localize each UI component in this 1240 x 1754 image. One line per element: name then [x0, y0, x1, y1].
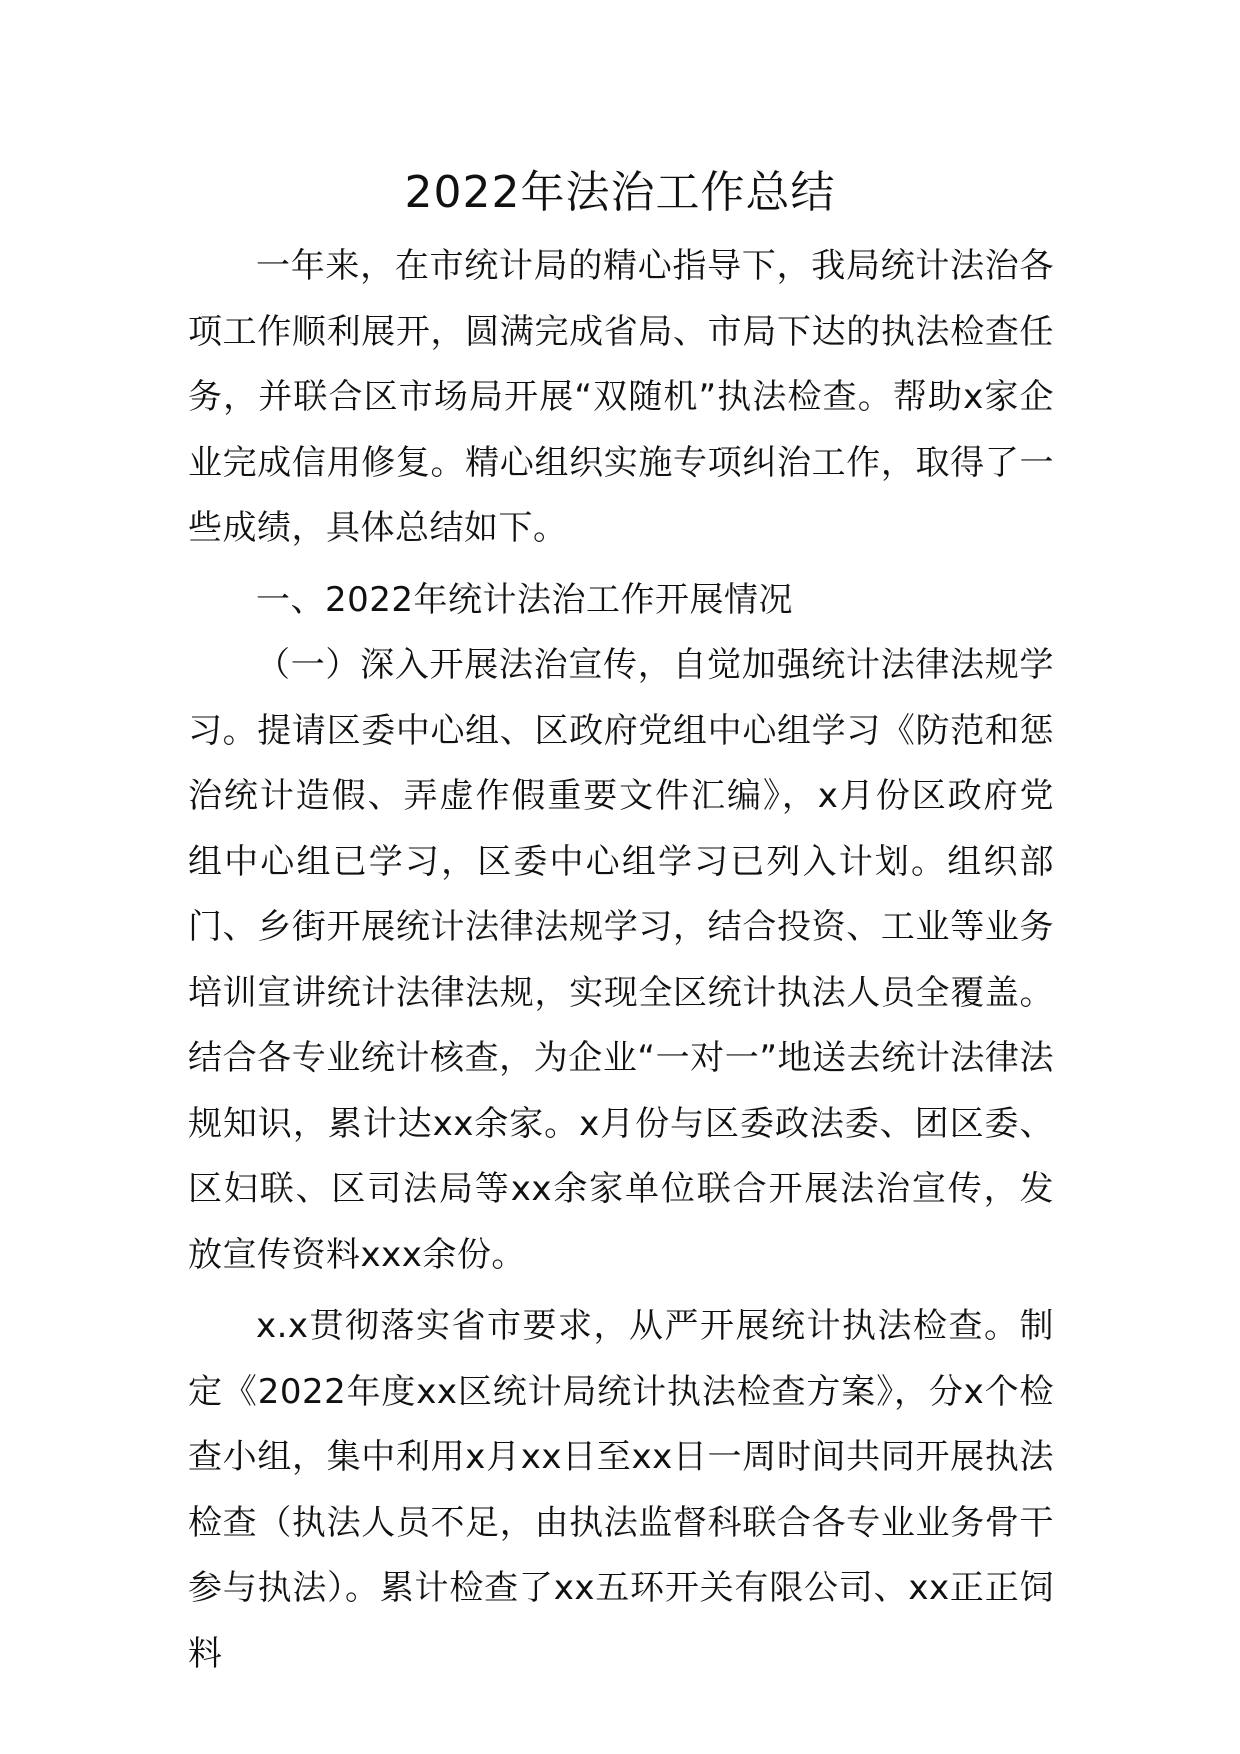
section-heading-1: 一、2022年统计法治工作开展情况 — [256, 579, 794, 620]
document-body — [188, 234, 1054, 1687]
document-title: 2022年法治工作总结 — [404, 167, 836, 218]
paragraph-intro: 一年来，在市统计局的精心指导下，我局统计法治各项工作顺利展开，圆满完成省局、市局下达的执法检查任务，并联合区市场局开展“双随机”执法检查。帮助x家企业完成信用修复。精心组织实施专项纠治工作，取得了一些成绩，具体总结如下。 — [188, 246, 1054, 548]
paragraph-inspection: x.x贯彻落实省市要求，从严开展统计执法检查。制定《2022年度xx区统计局统计执法检查方案》，分x个检查小组，集中利用x月xx日至xx日一周时间共同开展执法检查（执法人员不足，由执法监督科联合各专业业务骨干参与执法）。累计检查了xx五环开关有限公司、xx正正饲料 — [188, 1306, 1054, 1674]
paragraph-publicity: （一）深入开展法治宣传，自觉加强统计法律法规学习。提请区委中心组、区政府党组中心组学习《防范和惩治统计造假、弄虚作假重要文件汇编》，x月份区政府党组中心组已学习，区委中心组学习已列入计划。组织部门、乡街开展统计法律法规学习，结合投资、工业等业务培训宣讲统计法律法规，实现全区统计执法人员全覆盖。结合各专业统计核查，为企业“一对一”地送去统计法律法规知识，累计达xx余家。x月份与区委政法委、团区委、区妇联、区司法局等xx余家单位联合开展法治宣传，发放宣传资料xxx余份。 — [188, 645, 1054, 1275]
